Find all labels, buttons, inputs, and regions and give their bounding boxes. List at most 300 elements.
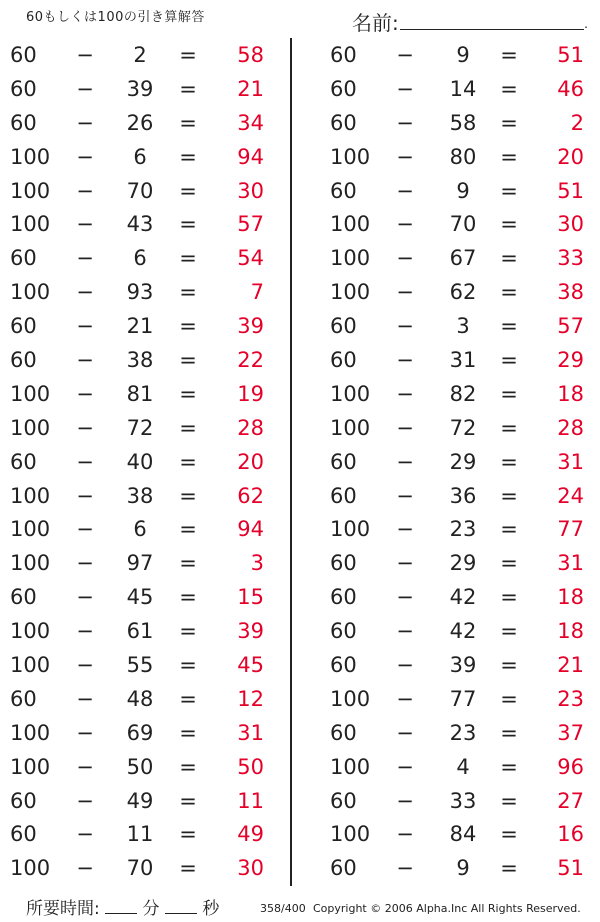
- minuend: 100: [10, 754, 51, 779]
- subtrahend: 55: [126, 652, 154, 677]
- answer: 16: [557, 822, 584, 847]
- equals-sign: =: [179, 381, 197, 406]
- problem-row: [0, 106, 290, 140]
- answer: 27: [557, 788, 584, 813]
- minus-sign: −: [396, 449, 414, 474]
- answer: 33: [557, 246, 584, 271]
- answer: 54: [237, 246, 264, 271]
- copyright: Copyright © 2006 Alpha.Inc All Rights Reserved.: [313, 902, 581, 915]
- answer: 51: [557, 178, 584, 203]
- answer: 31: [557, 551, 584, 576]
- seconds-label: 秒: [202, 899, 220, 919]
- minus-sign: −: [76, 347, 94, 372]
- equals-sign: =: [179, 314, 197, 339]
- answer: 57: [237, 212, 264, 237]
- problem-row: [0, 580, 290, 614]
- subtrahend: 50: [126, 754, 154, 779]
- equals-sign: =: [179, 754, 197, 779]
- equals-sign: =: [500, 212, 518, 237]
- subtrahend: 77: [449, 686, 477, 711]
- equals-sign: =: [179, 449, 197, 474]
- equals-sign: =: [179, 144, 197, 169]
- minuend: 100: [330, 754, 371, 779]
- answer: 30: [557, 212, 584, 237]
- subtrahend: 23: [449, 720, 477, 745]
- minus-sign: −: [76, 585, 94, 610]
- equals-sign: =: [179, 280, 197, 305]
- minuend: 60: [10, 347, 37, 372]
- equals-sign: =: [179, 652, 197, 677]
- subtrahend: 39: [126, 76, 154, 101]
- minuend: 100: [10, 212, 51, 237]
- minus-sign: −: [396, 585, 414, 610]
- subtrahend: 2: [133, 42, 147, 67]
- minuend: 60: [330, 720, 357, 745]
- equals-sign: =: [179, 347, 197, 372]
- answer: 18: [557, 381, 584, 406]
- minus-sign: −: [396, 686, 414, 711]
- answer: 24: [557, 483, 584, 508]
- minus-sign: −: [76, 551, 94, 576]
- minuend: 60: [330, 652, 357, 677]
- minuend: 100: [10, 280, 51, 305]
- problem-row: [300, 479, 590, 513]
- minuend: 100: [10, 720, 51, 745]
- subtrahend: 80: [449, 144, 477, 169]
- minus-sign: −: [76, 381, 94, 406]
- problem-row: [0, 241, 290, 275]
- subtrahend: 61: [126, 619, 154, 644]
- equals-sign: =: [500, 280, 518, 305]
- page-number: 358/400: [260, 902, 306, 915]
- equals-sign: =: [500, 856, 518, 881]
- problem-row: [300, 851, 590, 885]
- answer: 96: [557, 754, 584, 779]
- equals-sign: =: [179, 42, 197, 67]
- minus-sign: −: [396, 788, 414, 813]
- subtrahend: 11: [126, 822, 154, 847]
- minus-sign: −: [76, 788, 94, 813]
- minuend: 100: [10, 652, 51, 677]
- equals-sign: =: [179, 619, 197, 644]
- minus-sign: −: [396, 551, 414, 576]
- minuend: 100: [330, 686, 371, 711]
- problem-row: [300, 614, 590, 648]
- minuend: 60: [330, 347, 357, 372]
- minus-sign: −: [396, 42, 414, 67]
- answer: 29: [557, 347, 584, 372]
- answer: 18: [557, 619, 584, 644]
- subtrahend: 84: [449, 822, 477, 847]
- minuend: 100: [10, 619, 51, 644]
- minus-sign: −: [76, 517, 94, 542]
- minuend: 100: [10, 144, 51, 169]
- equals-sign: =: [179, 788, 197, 813]
- equals-sign: =: [500, 178, 518, 203]
- minuend: 60: [330, 483, 357, 508]
- equals-sign: =: [179, 246, 197, 271]
- minuend: 60: [10, 449, 37, 474]
- equals-sign: =: [500, 551, 518, 576]
- subtrahend: 26: [126, 110, 154, 135]
- problem-row: [0, 750, 290, 784]
- minus-sign: −: [396, 76, 414, 101]
- answer: 2: [570, 110, 584, 135]
- minus-sign: −: [396, 347, 414, 372]
- subtrahend: 31: [449, 347, 477, 372]
- problem-row: [0, 411, 290, 445]
- minus-sign: −: [76, 314, 94, 339]
- minuend: 60: [330, 788, 357, 813]
- name-field: [352, 7, 588, 35]
- answer: 58: [237, 42, 264, 67]
- equals-sign: =: [500, 517, 518, 542]
- answer: 7: [250, 280, 264, 305]
- equals-sign: =: [500, 720, 518, 745]
- minus-sign: −: [396, 144, 414, 169]
- minuend: 60: [330, 178, 357, 203]
- minus-sign: −: [396, 517, 414, 542]
- minuend: 60: [330, 110, 357, 135]
- subtrahend: 29: [449, 551, 477, 576]
- answer: 31: [557, 449, 584, 474]
- equals-sign: =: [500, 110, 518, 135]
- equals-sign: =: [500, 347, 518, 372]
- problem-row: [300, 207, 590, 241]
- minus-sign: −: [76, 178, 94, 203]
- answer: 11: [237, 788, 264, 813]
- minuend: 60: [10, 585, 37, 610]
- minuend: 100: [10, 483, 51, 508]
- problem-row: [0, 309, 290, 343]
- problem-row: [0, 479, 290, 513]
- minuend: 100: [10, 178, 51, 203]
- minus-sign: −: [396, 856, 414, 881]
- problem-row: [300, 546, 590, 580]
- minus-sign: −: [396, 619, 414, 644]
- subtrahend: 14: [449, 76, 477, 101]
- minuend: 60: [330, 314, 357, 339]
- subtrahend: 93: [126, 280, 154, 305]
- problem-row: [0, 784, 290, 818]
- minuend: 60: [330, 42, 357, 67]
- minuend: 100: [10, 517, 51, 542]
- minuend: 60: [330, 449, 357, 474]
- answer: 51: [557, 856, 584, 881]
- minuend: 60: [10, 110, 37, 135]
- minus-sign: −: [76, 449, 94, 474]
- answer: 30: [237, 856, 264, 881]
- equals-sign: =: [179, 110, 197, 135]
- problem-row: [300, 716, 590, 750]
- subtrahend: 3: [456, 314, 470, 339]
- equals-sign: =: [179, 551, 197, 576]
- equals-sign: =: [500, 246, 518, 271]
- answer: 23: [557, 686, 584, 711]
- minuend: 60: [10, 42, 37, 67]
- minus-sign: −: [76, 686, 94, 711]
- time-taken: [26, 894, 219, 919]
- subtrahend: 72: [126, 415, 154, 440]
- column-divider: [290, 38, 292, 886]
- minuend: 100: [330, 280, 371, 305]
- problem-row: [300, 309, 590, 343]
- answer: 37: [557, 720, 584, 745]
- equals-sign: =: [179, 585, 197, 610]
- problem-row: [0, 817, 290, 851]
- equals-sign: =: [179, 76, 197, 101]
- equals-sign: =: [179, 720, 197, 745]
- subtrahend: 40: [126, 449, 154, 474]
- minus-sign: −: [396, 754, 414, 779]
- equals-sign: =: [500, 619, 518, 644]
- equals-sign: =: [500, 76, 518, 101]
- answer: 49: [237, 822, 264, 847]
- subtrahend: 48: [126, 686, 154, 711]
- equals-sign: =: [500, 449, 518, 474]
- subtrahend: 42: [449, 619, 477, 644]
- answer: 39: [237, 619, 264, 644]
- answer: 22: [237, 347, 264, 372]
- problem-row: [300, 38, 590, 72]
- subtrahend: 81: [126, 381, 154, 406]
- problem-row: [0, 38, 290, 72]
- minuend: 60: [10, 246, 37, 271]
- problem-row: [300, 377, 590, 411]
- minuend: 60: [330, 585, 357, 610]
- minuend: 60: [10, 686, 37, 711]
- minus-sign: −: [76, 280, 94, 305]
- minuend: 60: [330, 619, 357, 644]
- minuend: 100: [10, 381, 51, 406]
- problem-row: [0, 140, 290, 174]
- answer: 77: [557, 517, 584, 542]
- subtrahend: 42: [449, 585, 477, 610]
- minus-sign: −: [396, 415, 414, 440]
- subtrahend: 6: [133, 144, 147, 169]
- equals-sign: =: [500, 652, 518, 677]
- answer: 18: [557, 585, 584, 610]
- left-problem-column: [0, 38, 290, 885]
- subtrahend: 97: [126, 551, 154, 576]
- equals-sign: =: [179, 686, 197, 711]
- minus-sign: −: [396, 652, 414, 677]
- subtrahend: 9: [456, 856, 470, 881]
- minuend: 100: [330, 246, 371, 271]
- subtrahend: 36: [449, 483, 477, 508]
- minus-sign: −: [76, 246, 94, 271]
- subtrahend: 69: [126, 720, 154, 745]
- equals-sign: =: [179, 212, 197, 237]
- minuend: 100: [10, 415, 51, 440]
- problem-row: [300, 275, 590, 309]
- minus-sign: −: [76, 42, 94, 67]
- problem-row: [300, 784, 590, 818]
- problem-row: [0, 716, 290, 750]
- answer: 62: [237, 483, 264, 508]
- equals-sign: =: [500, 42, 518, 67]
- right-problem-column: [300, 38, 590, 885]
- equals-sign: =: [179, 822, 197, 847]
- equals-sign: =: [500, 754, 518, 779]
- subtrahend: 23: [449, 517, 477, 542]
- subtrahend: 29: [449, 449, 477, 474]
- problem-row: [300, 580, 590, 614]
- problem-row: [0, 512, 290, 546]
- problem-row: [300, 750, 590, 784]
- subtrahend: 49: [126, 788, 154, 813]
- minus-sign: −: [76, 754, 94, 779]
- minuend: 60: [330, 551, 357, 576]
- problem-row: [0, 174, 290, 208]
- answer: 94: [237, 144, 264, 169]
- equals-sign: =: [500, 381, 518, 406]
- answer: 31: [237, 720, 264, 745]
- problem-row: [0, 207, 290, 241]
- subtrahend: 6: [133, 517, 147, 542]
- subtrahend: 72: [449, 415, 477, 440]
- problem-row: [300, 241, 590, 275]
- problem-row: [300, 106, 590, 140]
- problem-row: [0, 377, 290, 411]
- equals-sign: =: [500, 144, 518, 169]
- problem-row: [0, 648, 290, 682]
- equals-sign: =: [179, 856, 197, 881]
- minus-sign: −: [396, 314, 414, 339]
- answer: 28: [557, 415, 584, 440]
- answer: 20: [237, 449, 264, 474]
- minus-sign: −: [396, 110, 414, 135]
- equals-sign: =: [500, 483, 518, 508]
- answer: 21: [557, 652, 584, 677]
- problem-row: [300, 682, 590, 716]
- answer: 51: [557, 42, 584, 67]
- answer: 3: [250, 551, 264, 576]
- minus-sign: −: [396, 822, 414, 847]
- minus-sign: −: [76, 822, 94, 847]
- minus-sign: −: [396, 280, 414, 305]
- answer: 57: [557, 314, 584, 339]
- minus-sign: −: [396, 178, 414, 203]
- subtrahend: 62: [449, 280, 477, 305]
- minutes-label: 分: [142, 899, 160, 919]
- minuend: 100: [330, 144, 371, 169]
- subtrahend: 9: [456, 42, 470, 67]
- minus-sign: −: [76, 720, 94, 745]
- minus-sign: −: [76, 212, 94, 237]
- problem-row: [300, 174, 590, 208]
- minuend: 60: [10, 76, 37, 101]
- subtrahend: 67: [449, 246, 477, 271]
- minuend: 100: [10, 856, 51, 881]
- minuend: 100: [330, 517, 371, 542]
- problem-row: [300, 817, 590, 851]
- equals-sign: =: [179, 483, 197, 508]
- subtrahend: 38: [126, 483, 154, 508]
- answer: 45: [237, 652, 264, 677]
- equals-sign: =: [500, 788, 518, 813]
- minus-sign: −: [76, 652, 94, 677]
- minus-sign: −: [396, 381, 414, 406]
- problem-row: [0, 682, 290, 716]
- minus-sign: −: [76, 619, 94, 644]
- minus-sign: −: [76, 415, 94, 440]
- minuend: 60: [10, 822, 37, 847]
- subtrahend: 58: [449, 110, 477, 135]
- problem-row: [0, 343, 290, 377]
- subtrahend: 70: [449, 212, 477, 237]
- subtrahend: 43: [126, 212, 154, 237]
- subtrahend: 21: [126, 314, 154, 339]
- subtrahend: 4: [456, 754, 470, 779]
- answer: 38: [557, 280, 584, 305]
- problem-row: [0, 851, 290, 885]
- problem-row: [300, 140, 590, 174]
- name-dot: .: [584, 17, 588, 31]
- problem-row: [300, 512, 590, 546]
- minus-sign: −: [396, 483, 414, 508]
- problem-row: [300, 343, 590, 377]
- subtrahend: 82: [449, 381, 477, 406]
- minutes-blank: [105, 912, 137, 914]
- minus-sign: −: [76, 110, 94, 135]
- time-label: 所要時間:: [26, 899, 100, 919]
- subtrahend: 9: [456, 178, 470, 203]
- answer: 34: [237, 110, 264, 135]
- minuend: 100: [330, 381, 371, 406]
- seconds-blank: [165, 912, 197, 914]
- answer: 50: [237, 754, 264, 779]
- minus-sign: −: [76, 483, 94, 508]
- subtrahend: 33: [449, 788, 477, 813]
- name-label: 名前:: [352, 11, 399, 35]
- worksheet-title: 60もしくは100の引き算解答: [26, 10, 205, 25]
- answer: 19: [237, 381, 264, 406]
- problem-row: [300, 72, 590, 106]
- problem-row: [0, 72, 290, 106]
- equals-sign: =: [179, 415, 197, 440]
- answer: 39: [237, 314, 264, 339]
- equals-sign: =: [179, 178, 197, 203]
- subtrahend: 70: [126, 856, 154, 881]
- problem-row: [0, 546, 290, 580]
- problem-row: [300, 411, 590, 445]
- subtrahend: 6: [133, 246, 147, 271]
- problem-row: [0, 445, 290, 479]
- minus-sign: −: [76, 856, 94, 881]
- problem-row: [0, 614, 290, 648]
- equals-sign: =: [500, 585, 518, 610]
- equals-sign: =: [500, 686, 518, 711]
- answer: 46: [557, 76, 584, 101]
- answer: 30: [237, 178, 264, 203]
- answer: 21: [237, 76, 264, 101]
- subtrahend: 45: [126, 585, 154, 610]
- answer: 12: [237, 686, 264, 711]
- minus-sign: −: [396, 246, 414, 271]
- minuend: 60: [330, 856, 357, 881]
- equals-sign: =: [500, 415, 518, 440]
- minuend: 60: [330, 76, 357, 101]
- minus-sign: −: [76, 144, 94, 169]
- minuend: 100: [330, 212, 371, 237]
- answer: 15: [237, 585, 264, 610]
- equals-sign: =: [500, 314, 518, 339]
- subtrahend: 70: [126, 178, 154, 203]
- minuend: 60: [10, 788, 37, 813]
- minus-sign: −: [396, 720, 414, 745]
- minus-sign: −: [76, 76, 94, 101]
